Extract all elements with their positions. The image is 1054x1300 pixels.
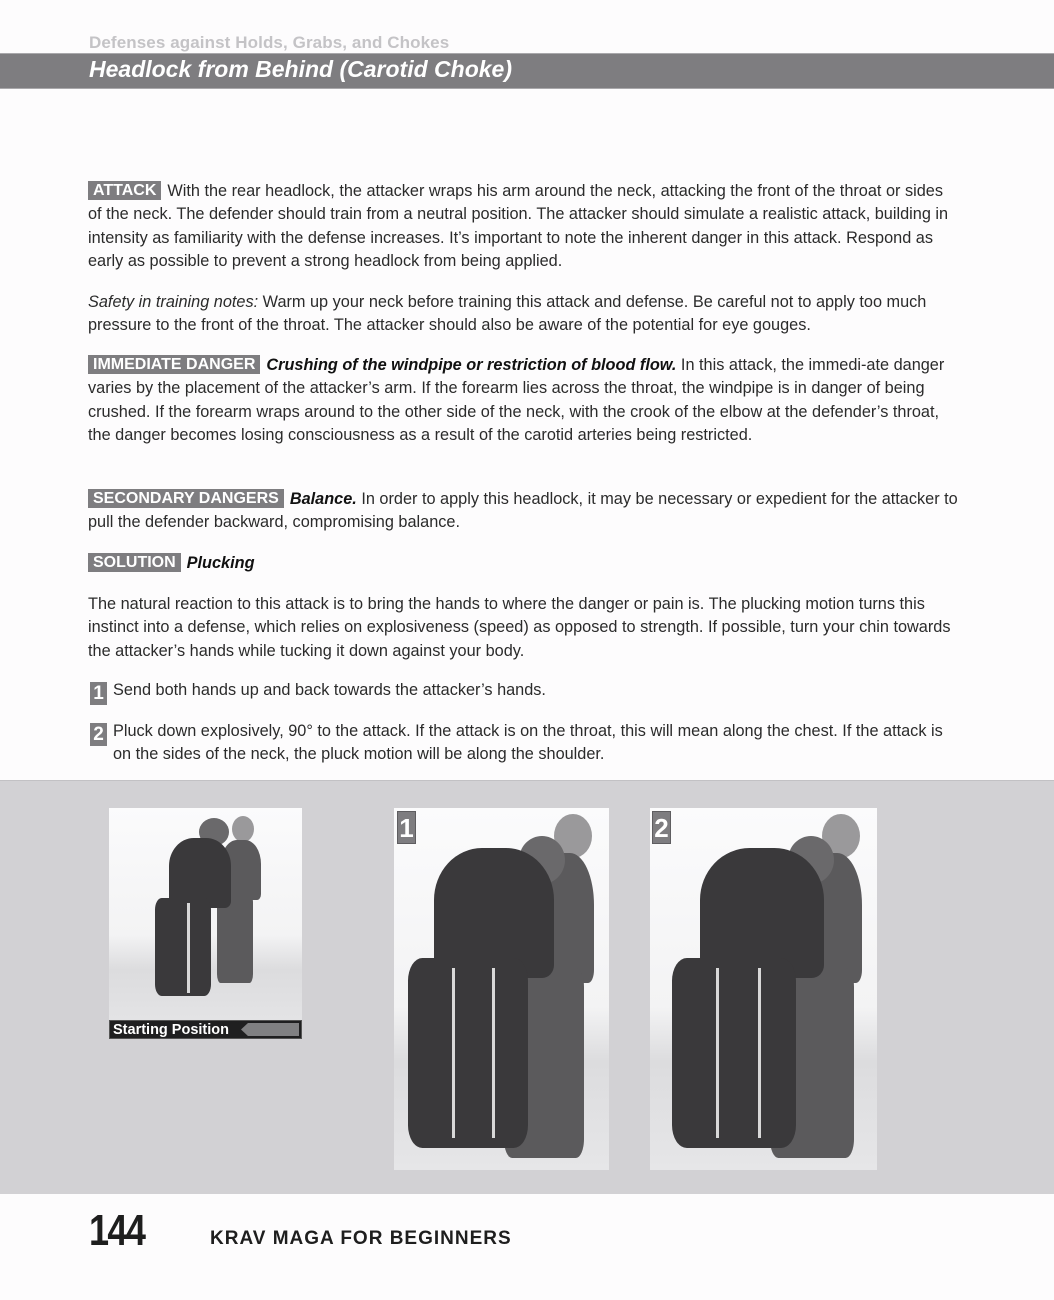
photo-caption (109, 1020, 302, 1039)
safety-label: Safety in training notes: (88, 293, 259, 311)
immediate-danger-headline: Crushing of the windpipe or restriction of blood flow. (266, 356, 677, 374)
immediate-danger-paragraph (88, 354, 958, 448)
photo-step-2 (650, 808, 877, 1170)
book-title: KRAV MAGA FOR BEGINNERS (210, 1228, 512, 1249)
step-number-badge: 2 (90, 723, 107, 746)
solution-tag: SOLUTION (88, 553, 181, 572)
attack-tag: ATTACK (88, 181, 161, 200)
attack-text: With the rear headlock, the attacker wraps his arm around the neck, attacking the front of the throat or sides of the neck. The defender should train from a neutral position. The attacker should simulate a realistic attack, building in intensity as familiarity with the defense increases. It’s important to note the inherent danger in this attack. Respond as early as possible to prevent a strong headlock from being applied. (88, 182, 949, 271)
secondary-dangers-text: In order to apply this headlock, it may be necessary or expedient for the attacker to pull the defender backward, compromising balance. (88, 490, 958, 532)
pants-stripe (492, 968, 495, 1138)
immediate-danger-tag: IMMEDIATE DANGER (88, 355, 260, 374)
pants-stripe (716, 968, 719, 1138)
defender-legs (155, 898, 211, 996)
step-text: Pluck down explosively, 90° to the attack. If the attack is on the throat, this will mean along the chest. If the attack is on the sides of the neck, the pluck motion will be along the shoulder. (113, 722, 943, 764)
page-title: Headlock from Behind (Carotid Choke) (89, 56, 512, 82)
defender-legs (672, 958, 796, 1148)
secondary-dangers-paragraph (88, 488, 958, 535)
attacker-head (232, 816, 254, 842)
attack-paragraph (88, 180, 958, 274)
photo-number-badge: 2 (652, 811, 671, 844)
step-text: Send both hands up and back towards the attacker’s hands. (113, 681, 546, 699)
caption-text: Starting Position (113, 1022, 229, 1038)
immediate-danger-text: In this attack, the immedi-ate danger varies by the placement of the attacker’s arm. If the forearm lies across the throat, the windpipe is in danger of being crushed. If the forearm wraps around to the other side of the neck, with the crook of the elbow at the defender’s throat, the danger becomes losing consciousness as a result of the carotid arteries being restricted. (88, 356, 945, 445)
photo-starting-position (109, 808, 302, 1039)
safety-text: Warm up your neck before training this attack and defense. Be careful not to apply too much pressure to the front of the throat. The attacker should also be aware of the potential for eye gouges. (88, 293, 927, 335)
pants-stripe (452, 968, 455, 1138)
section-label: Defenses against Holds, Grabs, and Chokes (89, 33, 450, 52)
caption-arrow-icon (241, 1023, 299, 1036)
solution-headline: Plucking (186, 554, 255, 572)
photo-step-1 (394, 808, 609, 1170)
secondary-dangers-headline: Balance. (289, 490, 357, 508)
defender-legs (408, 958, 528, 1148)
title-bar (0, 53, 1054, 89)
step-number-badge: 1 (90, 682, 107, 705)
page-number: 144 (89, 1206, 145, 1255)
step-1 (90, 679, 950, 702)
secondary-dangers-tag: SECONDARY DANGERS (88, 489, 284, 508)
safety-paragraph (88, 291, 958, 338)
step-2 (90, 720, 950, 767)
pants-stripe (758, 968, 761, 1138)
solution-paragraph: The natural reaction to this attack is to bring the hands to where the danger or pain is. The plucking motion turns this instinct into a defense, which relies on explosiveness (speed) as opposed to strength. If possible, turn your chin towards the attacker’s hands while tucking it down against your body. (88, 595, 951, 660)
photo-number-badge: 1 (397, 811, 416, 844)
solution-heading (88, 552, 958, 575)
pants-stripe (187, 903, 190, 993)
